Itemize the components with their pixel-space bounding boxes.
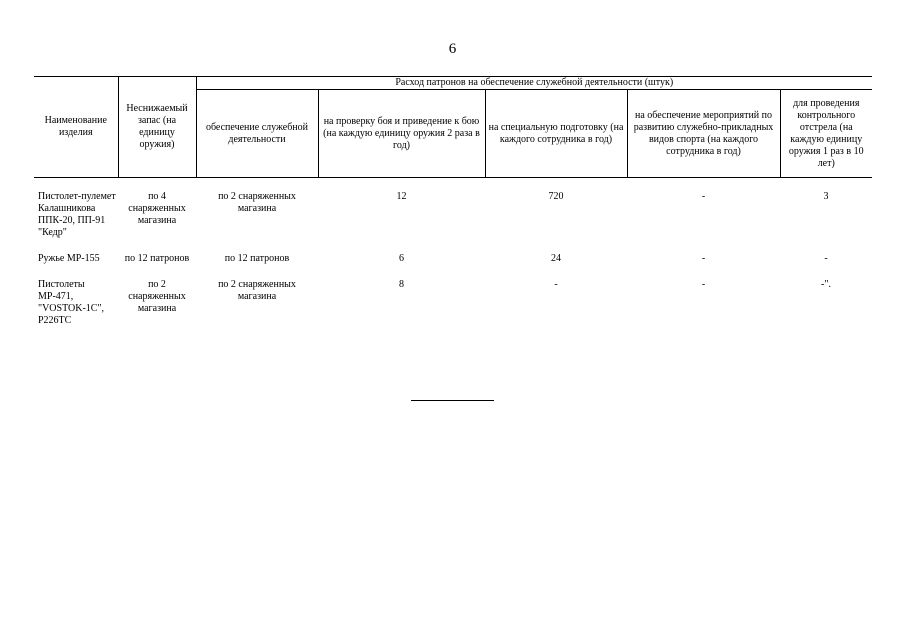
cell-service: по 2 снаряженных магазина (218, 279, 296, 302)
header-sport-events: на обеспечение мероприятий по развитию служебно-прикладных видов спорта (на каждого сотрудника в год) (627, 90, 780, 178)
header-name: Наименование изделия (34, 77, 118, 178)
header-service: обеспечение служебной деятельности (196, 90, 318, 178)
cartridge-consumption-table (34, 76, 872, 327)
table-row (34, 265, 872, 327)
cell-control-firing: -". (821, 279, 831, 290)
cell-name: Пистолет-пулемет Калашникова ППК-20, ПП-91 "Кедр" (38, 191, 116, 238)
cell-sport-events: - (701, 253, 706, 264)
cell-special-training: - (554, 279, 558, 290)
cell-service: по 2 снаряженных магазина (218, 191, 296, 214)
header-special-training: на специальную подготовку (на каждого сотрудника в год) (485, 90, 627, 178)
cell-combat-check: 12 (396, 191, 407, 202)
page-number: 6 (448, 41, 457, 57)
closing-rule (411, 400, 494, 401)
cell-special-training: 720 (548, 191, 564, 202)
cell-reserve: по 12 патронов (124, 253, 190, 264)
header-consumption-group: Расход патронов на обеспечение служебной деятельности (штук) (196, 77, 872, 90)
cell-control-firing: - (824, 253, 828, 264)
header-control-firing: для проведения контрольного отстрела (на каждую единицу оружия 1 раз в 10 лет) (780, 90, 872, 178)
cell-combat-check: 6 (399, 253, 404, 264)
cell-combat-check: 8 (399, 279, 404, 290)
table-row (34, 239, 872, 265)
cell-control-firing: 3 (823, 191, 829, 202)
cell-special-training: 24 (551, 253, 561, 264)
cell-reserve: по 4 снаряженных магазина (128, 191, 186, 226)
header-reserve: Неснижаемый запас (на единицу оружия) (118, 77, 196, 178)
table-row (34, 178, 872, 240)
cell-service: по 12 патронов (224, 253, 290, 264)
cell-name: Ружье МР-155 (38, 253, 100, 264)
header-combat-check: на проверку боя и приведение к бою (на каждую единицу оружия 2 раза в год) (318, 90, 485, 178)
cell-name: Пистолеты МР-471, "VOSTOK-1С", Р226ТС (38, 279, 105, 326)
cell-sport-events: - (701, 191, 706, 202)
cell-sport-events: - (701, 279, 706, 290)
cell-reserve: по 2 снаряженных магазина (128, 279, 186, 314)
